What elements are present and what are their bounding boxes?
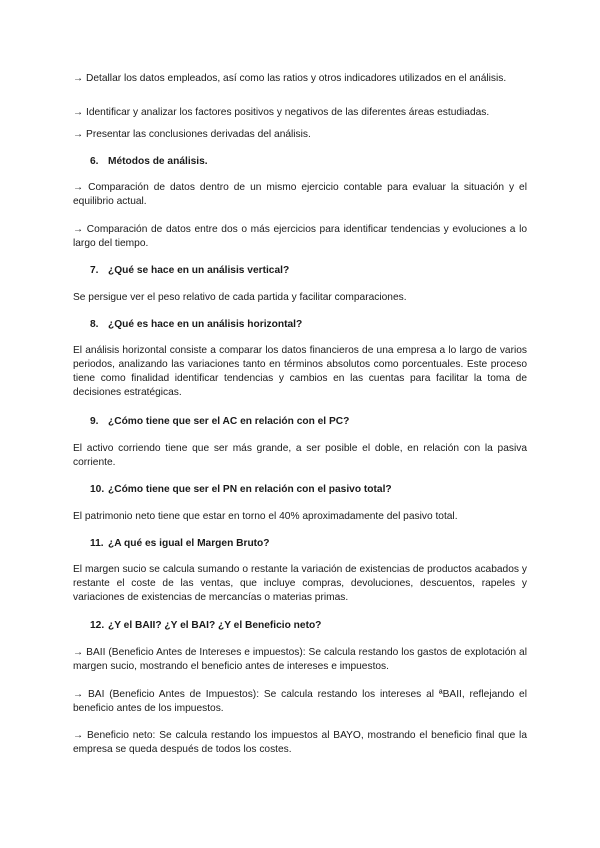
paragraph: → BAII (Beneficio Antes de Intereses e impuestos): Se calcula restando los gastos de explotación al margen sucio, mostrando el beneficio antes de intereses e impuestos. xyxy=(73,647,527,672)
paragraph: El análisis horizontal consiste a comparar los datos financieros de una empresa a lo largo de varios periodos, analizando las variaciones tanto en términos absolutos como porcentuales. Este proceso tiene como finalidad identificar tendencias y cambios en las cuentas para facilitar la toma de decisiones estratégicas. xyxy=(73,345,527,398)
section-number: 7. xyxy=(90,265,99,276)
section-title: ¿Y el BAII? ¿Y el BAI? ¿Y el Beneficio neto? xyxy=(108,620,322,631)
paragraph: Se persigue ver el peso relativo de cada partida y facilitar comparaciones. xyxy=(73,292,407,303)
section-number: 8. xyxy=(90,319,99,330)
section-number: 10. xyxy=(90,484,105,495)
list-item: → Detallar los datos empleados, así como las ratios y otros indicadores utilizados en el análisis. xyxy=(73,73,507,84)
section-number: 12. xyxy=(90,620,105,631)
section-title: Métodos de análisis. xyxy=(108,156,208,167)
section-heading-7 xyxy=(90,264,530,278)
section-heading-6 xyxy=(90,155,530,169)
section-title: ¿A qué es igual el Margen Bruto? xyxy=(108,538,270,549)
section-number: 11. xyxy=(90,538,104,549)
section-heading-11 xyxy=(90,537,530,551)
list-item: → Presentar las conclusiones derivadas del análisis. xyxy=(73,129,311,140)
paragraph: El margen sucio se calcula sumando o restante la variación de existencias de productos acabados y restante el coste de las ventas, que incluye compras, devoluciones, descuentos, rapeles y variaciones de existencias de mercancías o materias primas. xyxy=(73,564,527,603)
section-title: ¿Cómo tiene que ser el PN en relación con el pasivo total? xyxy=(108,484,392,495)
paragraph: → Comparación de datos dentro de un mismo ejercicio contable para evaluar la situación y el equilibrio actual. xyxy=(73,182,527,207)
paragraph: → Beneficio neto: Se calcula restando los impuestos al BAYO, mostrando el beneficio final que la empresa se queda después de todos los costes. xyxy=(73,730,527,755)
section-heading-9 xyxy=(90,415,530,429)
section-number: 6. xyxy=(90,156,99,167)
paragraph: El patrimonio neto tiene que estar en torno el 40% aproximadamente del pasivo total. xyxy=(73,511,458,522)
section-title: ¿Cómo tiene que ser el AC en relación con el PC? xyxy=(108,416,350,427)
section-heading-12 xyxy=(90,619,530,633)
section-number: 9. xyxy=(90,416,99,427)
section-title: ¿Qué es hace en un análisis horizontal? xyxy=(108,319,303,330)
section-title: ¿Qué se hace en un análisis vertical? xyxy=(108,265,290,276)
section-heading-8 xyxy=(90,318,530,332)
paragraph: El activo corriendo tiene que ser más grande, a ser posible el doble, en relación con la pasiva corriente. xyxy=(73,443,527,468)
list-item: → Identificar y analizar los factores positivos y negativos de las diferentes áreas estudiadas. xyxy=(73,107,490,118)
paragraph: → BAI (Beneficio Antes de Impuestos): Se calcula restando los intereses al ªBAII, reflejando el beneficio antes de los impuestos. xyxy=(73,689,527,714)
section-heading-10 xyxy=(90,483,530,497)
paragraph: → Comparación de datos entre dos o más ejercicios para identificar tendencias y evoluciones a lo largo del tiempo. xyxy=(73,224,527,249)
